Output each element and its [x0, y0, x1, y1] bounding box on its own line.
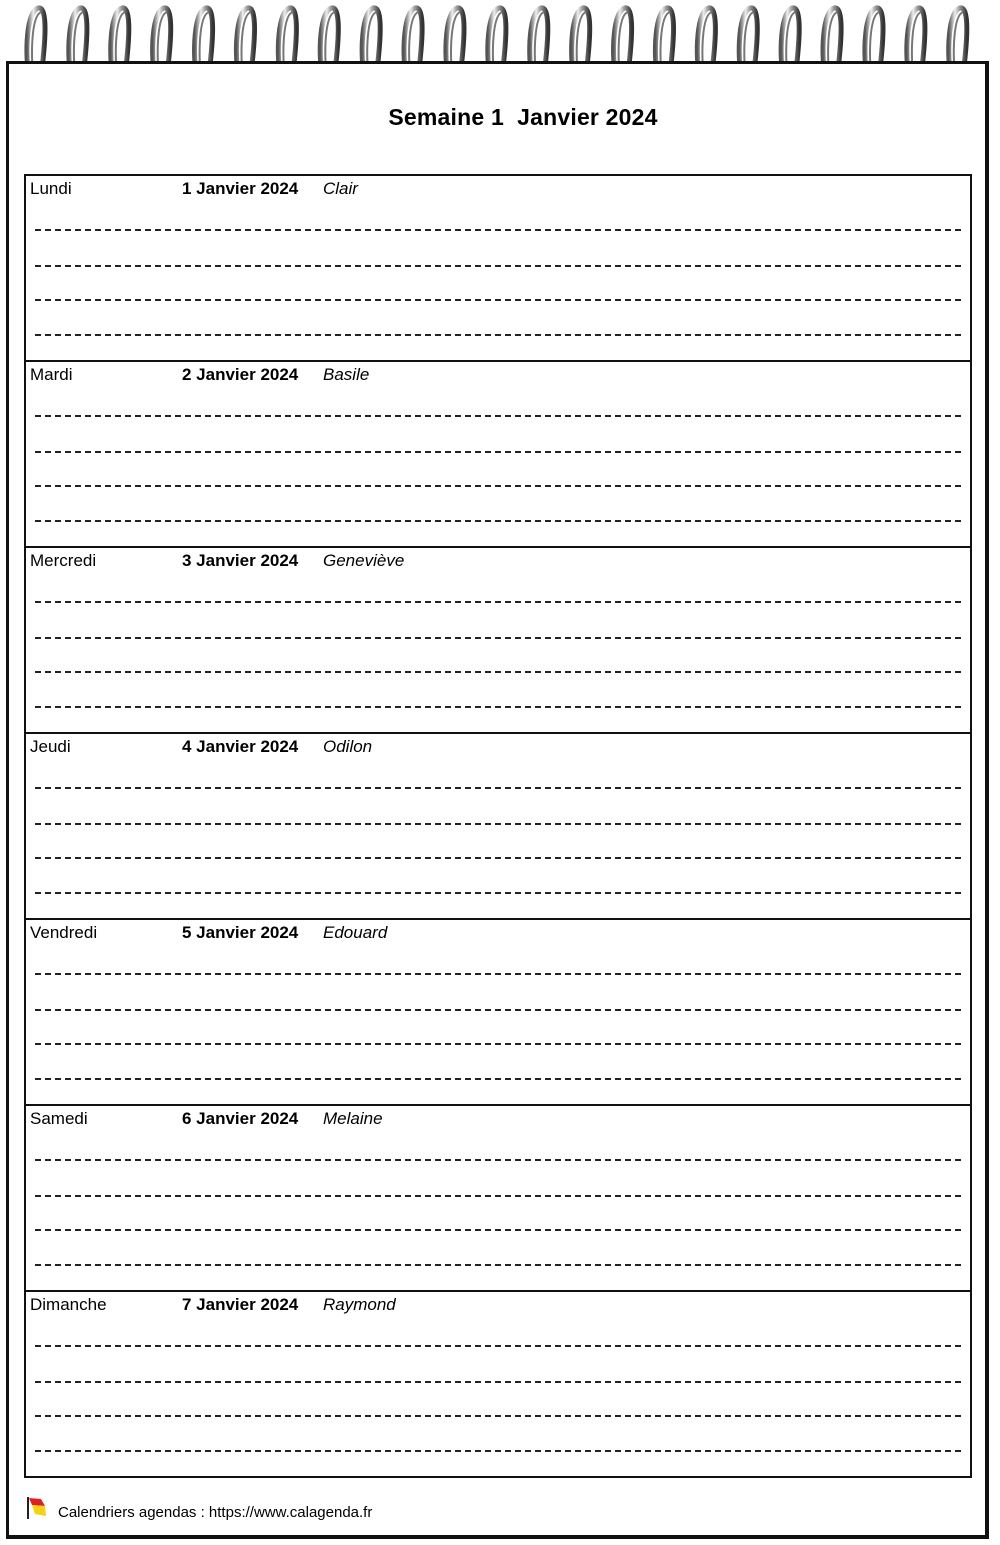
week-table: [24, 174, 972, 1478]
writing-line[interactable]: [35, 1381, 961, 1383]
writing-line[interactable]: [35, 1450, 961, 1452]
day-date: 7 Janvier 2024: [182, 1295, 299, 1314]
flag-logo-icon: [26, 1496, 48, 1520]
day-date: 3 Janvier 2024: [182, 551, 299, 570]
writing-line[interactable]: [35, 1009, 961, 1011]
writing-line[interactable]: [35, 485, 961, 487]
day-date: 1 Janvier 2024: [182, 179, 299, 198]
writing-line[interactable]: [35, 1159, 961, 1161]
writing-line[interactable]: [35, 1345, 961, 1347]
writing-line[interactable]: [35, 1195, 961, 1197]
day-saint: Basile: [323, 365, 370, 384]
writing-line[interactable]: [35, 823, 961, 825]
day-name: Lundi: [30, 179, 72, 198]
writing-line[interactable]: [35, 415, 961, 417]
day-name: Vendredi: [30, 923, 98, 942]
day-block-tuesday: [26, 362, 970, 548]
day-name: Samedi: [30, 1109, 88, 1128]
writing-line[interactable]: [35, 265, 961, 267]
day-name: Mercredi: [30, 551, 97, 570]
writing-line[interactable]: [35, 857, 961, 859]
day-date: 4 Janvier 2024: [182, 737, 299, 756]
page-title: Semaine 1 Janvier 2024: [388, 104, 658, 130]
writing-line[interactable]: [35, 1043, 961, 1045]
day-name: Dimanche: [30, 1295, 107, 1314]
writing-line[interactable]: [35, 229, 961, 231]
day-block-monday: [26, 176, 970, 362]
writing-line[interactable]: [35, 787, 961, 789]
day-name: Jeudi: [30, 737, 71, 756]
day-block-saturday: [26, 1106, 970, 1292]
day-date: 6 Janvier 2024: [182, 1109, 299, 1128]
day-saint: Geneviève: [323, 551, 405, 570]
writing-line[interactable]: [35, 1264, 961, 1266]
writing-line[interactable]: [35, 601, 961, 603]
day-name: Mardi: [30, 365, 73, 384]
day-date: 5 Janvier 2024: [182, 923, 299, 942]
day-saint: Melaine: [323, 1109, 383, 1128]
writing-line[interactable]: [35, 706, 961, 708]
writing-line[interactable]: [35, 334, 961, 336]
day-block-thursday: [26, 734, 970, 920]
footer: [26, 1496, 372, 1520]
day-block-wednesday: [26, 548, 970, 734]
writing-line[interactable]: [35, 637, 961, 639]
day-saint: Raymond: [323, 1295, 396, 1314]
writing-line[interactable]: [35, 1078, 961, 1080]
day-saint: Edouard: [323, 923, 388, 942]
day-saint: Clair: [323, 179, 358, 198]
writing-line[interactable]: [35, 1229, 961, 1231]
day-block-friday: [26, 920, 970, 1106]
writing-line[interactable]: [35, 671, 961, 673]
day-saint: Odilon: [323, 737, 373, 756]
writing-line[interactable]: [35, 520, 961, 522]
day-block-sunday: [26, 1292, 970, 1476]
footer-link-text[interactable]: Calendriers agendas : https://www.calagenda.fr: [58, 1503, 373, 1521]
day-date: 2 Janvier 2024: [182, 365, 299, 384]
writing-line[interactable]: [35, 973, 961, 975]
writing-line[interactable]: [35, 299, 961, 301]
writing-line[interactable]: [35, 451, 961, 453]
writing-line[interactable]: [35, 1415, 961, 1417]
writing-line[interactable]: [35, 892, 961, 894]
